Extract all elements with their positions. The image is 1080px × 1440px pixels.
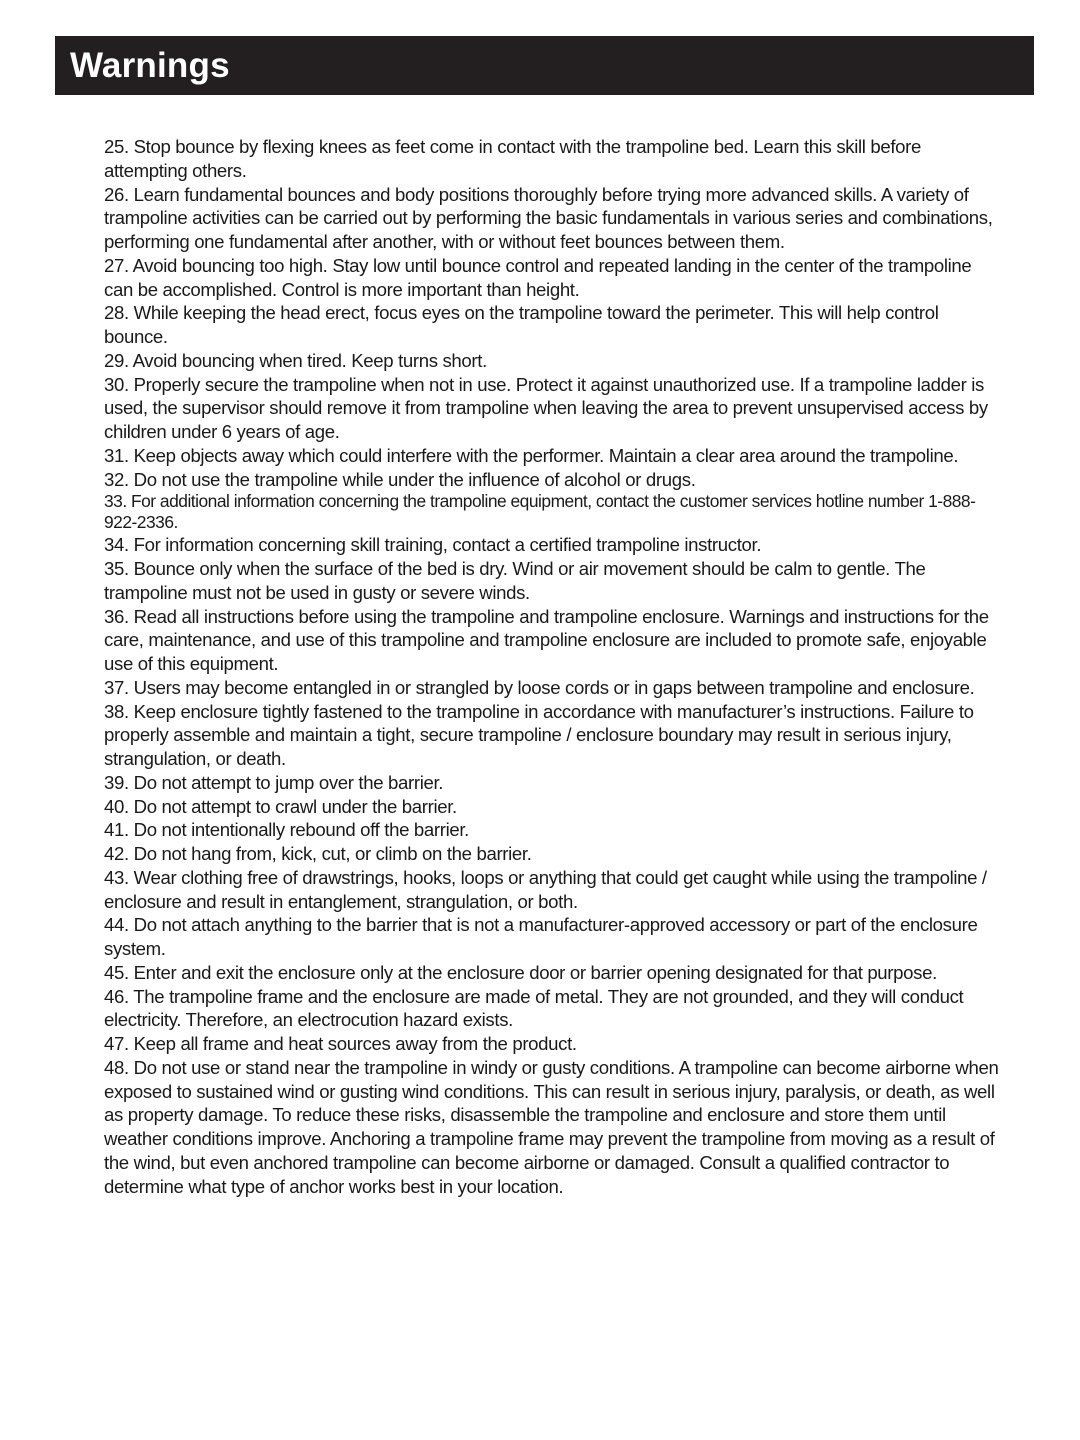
warning-item-47: 47. Keep all frame and heat sources away from the product.: [104, 1033, 577, 1054]
warning-item-48: 48. Do not use or stand near the trampoline in windy or gusty conditions. A trampoline can become airborne when exposed to sustained wind or gusting wind conditions. This can result in serious injury, paralysis, or death, as well as property damage. To reduce these risks, disassemble the trampoline and enclosure and store them until weather conditions improve. Anchoring a trampoline frame may prevent the trampoline from moving as a result of the wind, but even anchored trampoline can become airborne or damaged. Consult a qualified contractor to determine what type of anchor works best in your location.: [104, 1056, 999, 1197]
warning-item-43: 43. Wear clothing free of drawstrings, hooks, loops or anything that could get caught while using the trampoline / enclosure and result in entanglement, strangulation, or both.: [104, 866, 987, 912]
warning-item-26: 26. Learn fundamental bounces and body positions thoroughly before trying more advanced skills. A variety of trampoline activities can be carried out by performing the basic fundamentals in various series and combinations, performing one fundamental after another, with or without feet bounces between them.: [104, 183, 993, 252]
warning-item-29: 29. Avoid bouncing when tired. Keep turns short.: [104, 349, 487, 371]
warning-item-39: 39. Do not attempt to jump over the barrier.: [104, 771, 444, 793]
warning-item-41: 41. Do not intentionally rebound off the barrier.: [104, 819, 469, 841]
warning-item-32: 32. Do not use the trampoline while under the influence of alcohol or drugs.: [104, 468, 696, 490]
warning-item-30: 30. Properly secure the trampoline when not in use. Protect it against unauthorized use. If a trampoline ladder is used, the supervisor should remove it from trampoline when leaving the area to prevent unsupervised access by children under 6 years of age.: [104, 373, 988, 442]
warning-item-25: 25. Stop bounce by flexing knees as feet come in contact with the trampoline bed. Learn this skill before attempting others.: [104, 136, 921, 181]
warning-item-46: 46. The trampoline frame and the enclosure are made of metal. They are not grounded, and they will conduct electricity. Therefore, an electrocution hazard exists.: [104, 985, 964, 1031]
warning-item-40: 40. Do not attempt to crawl under the barrier.: [104, 795, 457, 817]
section-title: Warnings: [70, 45, 230, 85]
warning-item-34: 34. For information concerning skill training, contact a certified trampoline instructor.: [104, 534, 762, 556]
warning-item-36: 36. Read all instructions before using the trampoline and trampoline enclosure. Warnings and instructions for the care, maintenance, and use of this trampoline and trampoline enclosure are included to promote safe, enjoyable use of this equipment.: [104, 605, 989, 674]
warning-item-33: 33. For additional information concerning the trampoline equipment, contact the customer services hotline number 1-888-922-2336.: [104, 491, 976, 533]
warning-item-38: 38. Keep enclosure tightly fastened to the trampoline in accordance with manufacturer’s instructions. Failure to properly assemble and maintain a tight, secure trampoline / enclosure boundary may result in serious injury, strangulation, or death.: [104, 700, 974, 769]
warning-item-27: 27. Avoid bouncing too high. Stay low until bounce control and repeated landing in the center of the trampoline can be accomplished. Control is more important than height.: [104, 254, 972, 300]
warning-item-42: 42. Do not hang from, kick, cut, or climb on the barrier.: [104, 843, 532, 864]
section-header-bar: [55, 36, 1034, 95]
warning-item-37: 37. Users may become entangled in or strangled by loose cords or in gaps between trampoline and enclosure.: [104, 676, 975, 698]
warning-item-31: 31. Keep objects away which could interfere with the performer. Maintain a clear area around the trampoline.: [104, 444, 959, 466]
warning-item-28: 28. While keeping the head erect, focus eyes on the trampoline toward the perimeter. This will help control bounce.: [104, 302, 939, 347]
warning-item-35: 35. Bounce only when the surface of the bed is dry. Wind or air movement should be calm to gentle. The trampoline must not be used in gusty or severe winds.: [104, 558, 926, 603]
warnings-list: [104, 135, 1004, 1198]
warning-item-44: 44. Do not attach anything to the barrier that is not a manufacturer-approved accessory or part of the enclosure system.: [104, 914, 978, 959]
warning-item-45: 45. Enter and exit the enclosure only at the enclosure door or barrier opening designated for that purpose.: [104, 961, 937, 983]
